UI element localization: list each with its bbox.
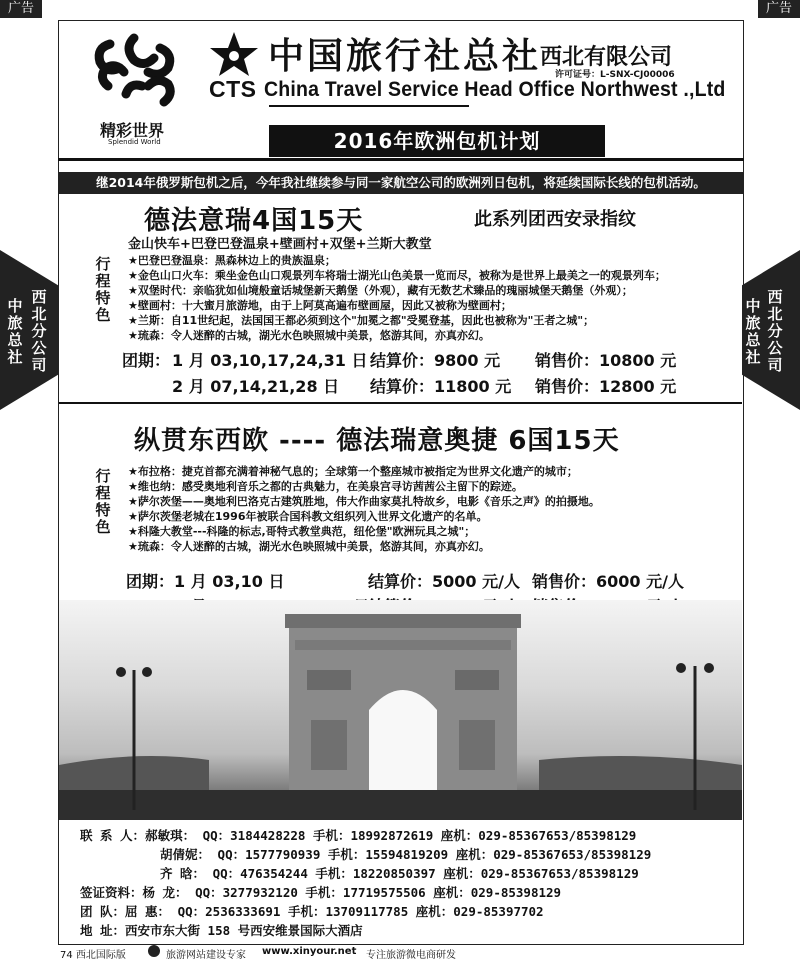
tour1-sale-price: 销售价：12800 元 xyxy=(535,377,677,396)
contact-qq: QQ：3277932120 xyxy=(195,885,298,900)
side-left-col1: 中旅总社 xyxy=(7,297,23,366)
contact-tel: 座机：029-85367653/85398129 xyxy=(443,866,639,881)
address-row xyxy=(80,921,363,939)
address-value: 西安市东大街 158 号西安维景国际大酒店 xyxy=(125,923,363,938)
header-rule xyxy=(269,105,469,107)
contact-name: 杨 龙： xyxy=(142,885,188,900)
side-right-col2: 西北分公司 xyxy=(767,288,783,374)
tour2-item: ★琉森：令人迷醉的古城，湖光水色映照城中美景，悠游其间，亦真亦幻。 xyxy=(128,540,490,553)
tour1-note: 此系列团西安录指纹 xyxy=(474,209,636,230)
ad-tag-right: 广告 xyxy=(758,0,800,18)
splendid-world-logo-icon xyxy=(82,28,192,118)
contact-qq: QQ：476354244 xyxy=(212,866,316,881)
side-right-col1: 中旅总社 xyxy=(745,297,761,366)
contact-label: 团 队： xyxy=(80,904,126,919)
contact-row xyxy=(80,883,561,901)
tour2-group-label: 团期： xyxy=(126,572,175,591)
contact-name: 郝敏琪： xyxy=(145,828,196,843)
tour2-item: ★布拉格：捷克首都充满着神秘气息的；全球第一个整座城市被指定为世界文化遗产的城市； xyxy=(128,465,578,478)
contact-tel: 座机：029-85397702 xyxy=(415,904,544,919)
tour2-sale-price: 销售价：6000 元/人 xyxy=(532,572,684,591)
contact-tel: 座机：029-85367653/85398129 xyxy=(440,828,637,843)
contact-name: 胡倩妮： xyxy=(160,847,211,862)
side-left-col2: 西北分公司 xyxy=(31,288,47,374)
contact-tel: 座机：029-85367653/85398129 xyxy=(455,847,652,862)
contact-mobile: 手机：18220850397 xyxy=(315,866,436,881)
tour2-title: 纵贯东西欧 ---- 德法瑞意奥捷 6国15天 xyxy=(134,426,620,456)
brand-text: 精彩世界 xyxy=(100,121,165,140)
arc-de-triomphe-photo xyxy=(59,600,742,820)
footer-url[interactable]: www.xinyour.net xyxy=(262,946,357,957)
contact-mobile: 手机：18992872619 xyxy=(312,828,434,843)
tour1-dates: 1 月 03,10,17,24,31 日 xyxy=(172,351,368,370)
header-divider xyxy=(58,158,744,161)
company-branch-cn: 西北有限公司 xyxy=(540,44,673,70)
contact-qq: QQ：2536333691 xyxy=(177,904,281,919)
contact-mobile: 手机：15594819209 xyxy=(327,847,449,862)
tour1-dates: 2 月 07,14,21,28 日 xyxy=(172,377,340,396)
plan-title: 2016年欧洲包机计划 xyxy=(269,125,605,157)
arc-de-triomphe-image xyxy=(59,600,742,820)
tour2-feature-label: 行程特色 xyxy=(95,467,111,536)
tour1-item: ★琉森：令人迷醉的古城，湖光水色映照城中美景，悠游其间，亦真亦幻。 xyxy=(128,329,490,342)
section-divider xyxy=(59,402,742,404)
footer-slogan1: 旅游网站建设专家 xyxy=(166,950,246,961)
license-number: 许可证号：L-SNX-CJ00006 xyxy=(555,70,675,80)
contact-row xyxy=(80,902,544,920)
tour1-feature-label: 行程特色 xyxy=(95,255,111,324)
contact-row xyxy=(160,845,651,863)
contact-name: 齐 晗： xyxy=(160,866,206,881)
tour1-item: ★金色山口火车：乘坐金色山口观景列车将瑞士湖光山色美景一览而尽，被称为是世界上最美之一的观景列车； xyxy=(128,269,666,282)
contact-row xyxy=(160,864,639,882)
contact-qq: QQ：1577790939 xyxy=(217,847,321,862)
tour1-subtitle: 金山快车+巴登巴登温泉+壁画村+双堡+兰斯大教堂 xyxy=(128,237,432,252)
tour1-item: ★壁画村：十大蜜月旅游地，由于上阿莫高遍布壁画屋，因此又被称为壁画村； xyxy=(128,299,512,312)
page-number: 74 西北国际版 xyxy=(60,950,126,961)
company-name-cn: 中国旅行社总社 xyxy=(268,35,542,77)
footer-logo-icon xyxy=(148,945,160,957)
contact-name: 屈 惠： xyxy=(125,904,171,919)
tour2-item: ★萨尔茨堡老城在1996年被联合国科教文组织列入世界文化遗产的名单。 xyxy=(128,510,488,523)
intro-banner: 继2014年俄罗斯包机之后，今年我社继续参与同一家航空公司的欧洲列日包机，将延续国际长线的包机活动。 xyxy=(59,172,743,194)
tour2-dates: 1 月 03,10 日 xyxy=(174,572,285,591)
tour1-settle-price: 结算价：9800 元 xyxy=(370,351,501,370)
tour2-item: ★科隆大教堂---科隆的标志,哥特式教堂典范，纽伦堡"欧洲玩具之城"； xyxy=(128,525,476,538)
tour1-settle-price: 结算价：11800 元 xyxy=(370,377,512,396)
contact-row xyxy=(80,826,636,844)
company-name-en: China Travel Service Head Office Northwest .,Ltd xyxy=(264,78,726,101)
cts-mark: CTS xyxy=(209,76,257,102)
ad-tag-left: 广告 xyxy=(0,0,42,18)
contact-tel: 座机：029-85398129 xyxy=(433,885,562,900)
tour2-item: ★萨尔茨堡——奥地利巴洛克古建筑胜地，伟大作曲家莫扎特故乡，电影《音乐之声》的拍摄地。 xyxy=(128,495,600,508)
address-label: 地 址： xyxy=(80,923,126,938)
tour1-group-label: 团期： xyxy=(122,351,171,370)
tour1-item: ★巴登巴登温泉：黑森林边上的贵族温泉； xyxy=(128,254,336,267)
contact-label: 签证资料： xyxy=(80,885,143,900)
tour1-title: 德法意瑞4国15天 xyxy=(144,206,364,236)
tour1-sale-price: 销售价：10800 元 xyxy=(535,351,677,370)
contact-qq: QQ：3184428228 xyxy=(202,828,306,843)
tour2-settle-price: 结算价：5000 元/人 xyxy=(368,572,520,591)
tour1-item: ★双堡时代：亲临犹如仙境般童话城堡新天鹅堡（外观），藏有无数艺术臻品的瑰丽城堡天鹅堡（外观）； xyxy=(128,284,633,297)
brand-sub: Splendid World xyxy=(108,138,161,146)
footer-slogan2: 专注旅游微电商研发 xyxy=(366,950,456,961)
contact-mobile: 手机：17719575506 xyxy=(305,885,426,900)
star-icon xyxy=(208,30,260,78)
tour2-item: ★维也纳：感受奥地利音乐之都的古典魅力，在美泉宫寻访茜茜公主留下的踪迹。 xyxy=(128,480,523,493)
contact-mobile: 手机：13709117785 xyxy=(287,904,409,919)
contact-label: 联 系 人： xyxy=(80,828,146,843)
tour1-item: ★兰斯：自11世纪起，法国国王都必须到这个"加冕之都"受冕登基，因此也被称为"王者之城"； xyxy=(128,314,595,327)
